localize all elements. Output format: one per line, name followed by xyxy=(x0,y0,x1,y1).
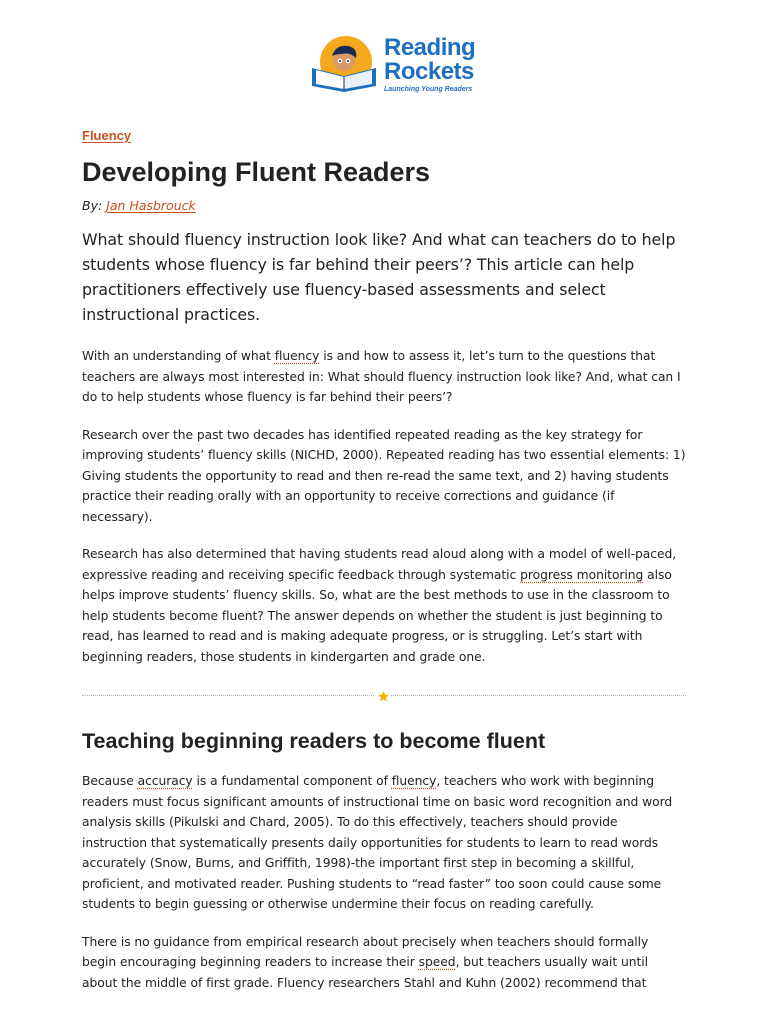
logo-word-reading: Reading xyxy=(384,33,476,61)
paragraph-text: There is no guidance from empirical research about precisely when teachers should formally begin encouraging beginning readers to increase their xyxy=(82,934,649,969)
category-link[interactable]: Fluency xyxy=(82,128,132,143)
glossary-term-fluency[interactable]: fluency xyxy=(391,774,437,788)
paragraph-5 xyxy=(82,932,686,994)
article-lead: What should fluency instruction look like? And what can teachers do to help students whose fluency is far behind their peers’? This article can help practitioners effectively use fluency-based assessments and select instructional practices. xyxy=(82,230,676,324)
paragraph-1 xyxy=(82,346,686,408)
paragraph-text: With an understanding of what xyxy=(82,349,275,363)
logo-wordmark xyxy=(384,33,476,93)
glossary-term-speed[interactable]: speed xyxy=(418,955,456,969)
paragraph-4 xyxy=(82,771,686,915)
reading-rockets-logo[interactable] xyxy=(306,32,482,96)
glossary-term-progress-monitoring[interactable]: progress monitoring xyxy=(520,567,644,582)
paragraph-text: , but teachers usually wait until about the middle of first grade. Fluency researchers Stahl and Kuhn (2002) recommend that xyxy=(82,955,649,990)
paragraph-text: is and how to assess it, let’s turn to the questions that teachers are always most interested in: What should fluency instruction look like? And, what can I do to help students whose fluency is far behind their peers’? xyxy=(82,349,681,404)
paragraph-2: Research over the past two decades has identified repeated reading as the key strategy for improving students’ fluency skills (NICHD, 2000). Repeated reading has two essential elements: 1) Giving students the opportunity to read and then re-read the same text, and 2) having students practice their reading orally with an opportunity to receive corrections and guidance (if necessary). xyxy=(82,427,686,524)
paragraph-text: also helps improve students’ fluency skills. So, what are the best methods to use in the classroom to help students become fluent? The answer depends on whether the student is just beginning to read, has learned to read and is making adequate progress, or is struggling. Let’s start with beginning readers, those students in kindergarten and grade one. xyxy=(82,567,672,664)
star-icon xyxy=(375,689,391,703)
paragraph-text: is a fundamental component of xyxy=(192,774,392,788)
byline-prefix: By: xyxy=(82,198,103,213)
paragraph-text: , teachers who work with beginning readers must focus significant amounts of instructional time on basic word recognition and word analysis skills (Pikulski and Chard, 2005). To do this effectively, teachers should provide instruction that systematically presents daily opportunities for students to learn to read words accurately (Snow, Burns, and Griffith, 1998)-the important first step in becoming a skillful, proficient, and motivated reader. Pushing students to “read faster” too soon could cause some students to begin guessing or otherwise undermine their focus on reading carefully. xyxy=(82,774,673,911)
article-title: Developing Fluent Readers xyxy=(82,157,431,187)
section-divider xyxy=(82,689,686,703)
glossary-term-accuracy[interactable]: accuracy xyxy=(137,774,193,788)
logo-tagline: Launching Young Readers xyxy=(384,85,473,93)
paragraph-3 xyxy=(82,544,686,667)
paragraph-text: Research has also determined that having students read aloud along with a model of well-paced, expressive reading and receiving specific feedback through systematic xyxy=(82,547,677,582)
paragraph-text: Because xyxy=(82,774,138,788)
reader-mascot-icon xyxy=(306,34,382,94)
section-heading: Teaching beginning readers to become fluent xyxy=(82,729,546,753)
logo-word-rockets: Rockets xyxy=(384,57,474,85)
glossary-term-fluency[interactable]: fluency xyxy=(274,349,320,363)
byline xyxy=(82,198,686,213)
article-content xyxy=(82,124,686,993)
author-link[interactable]: Jan Hasbrouck xyxy=(106,198,196,213)
star-icon-glyph xyxy=(377,690,390,703)
